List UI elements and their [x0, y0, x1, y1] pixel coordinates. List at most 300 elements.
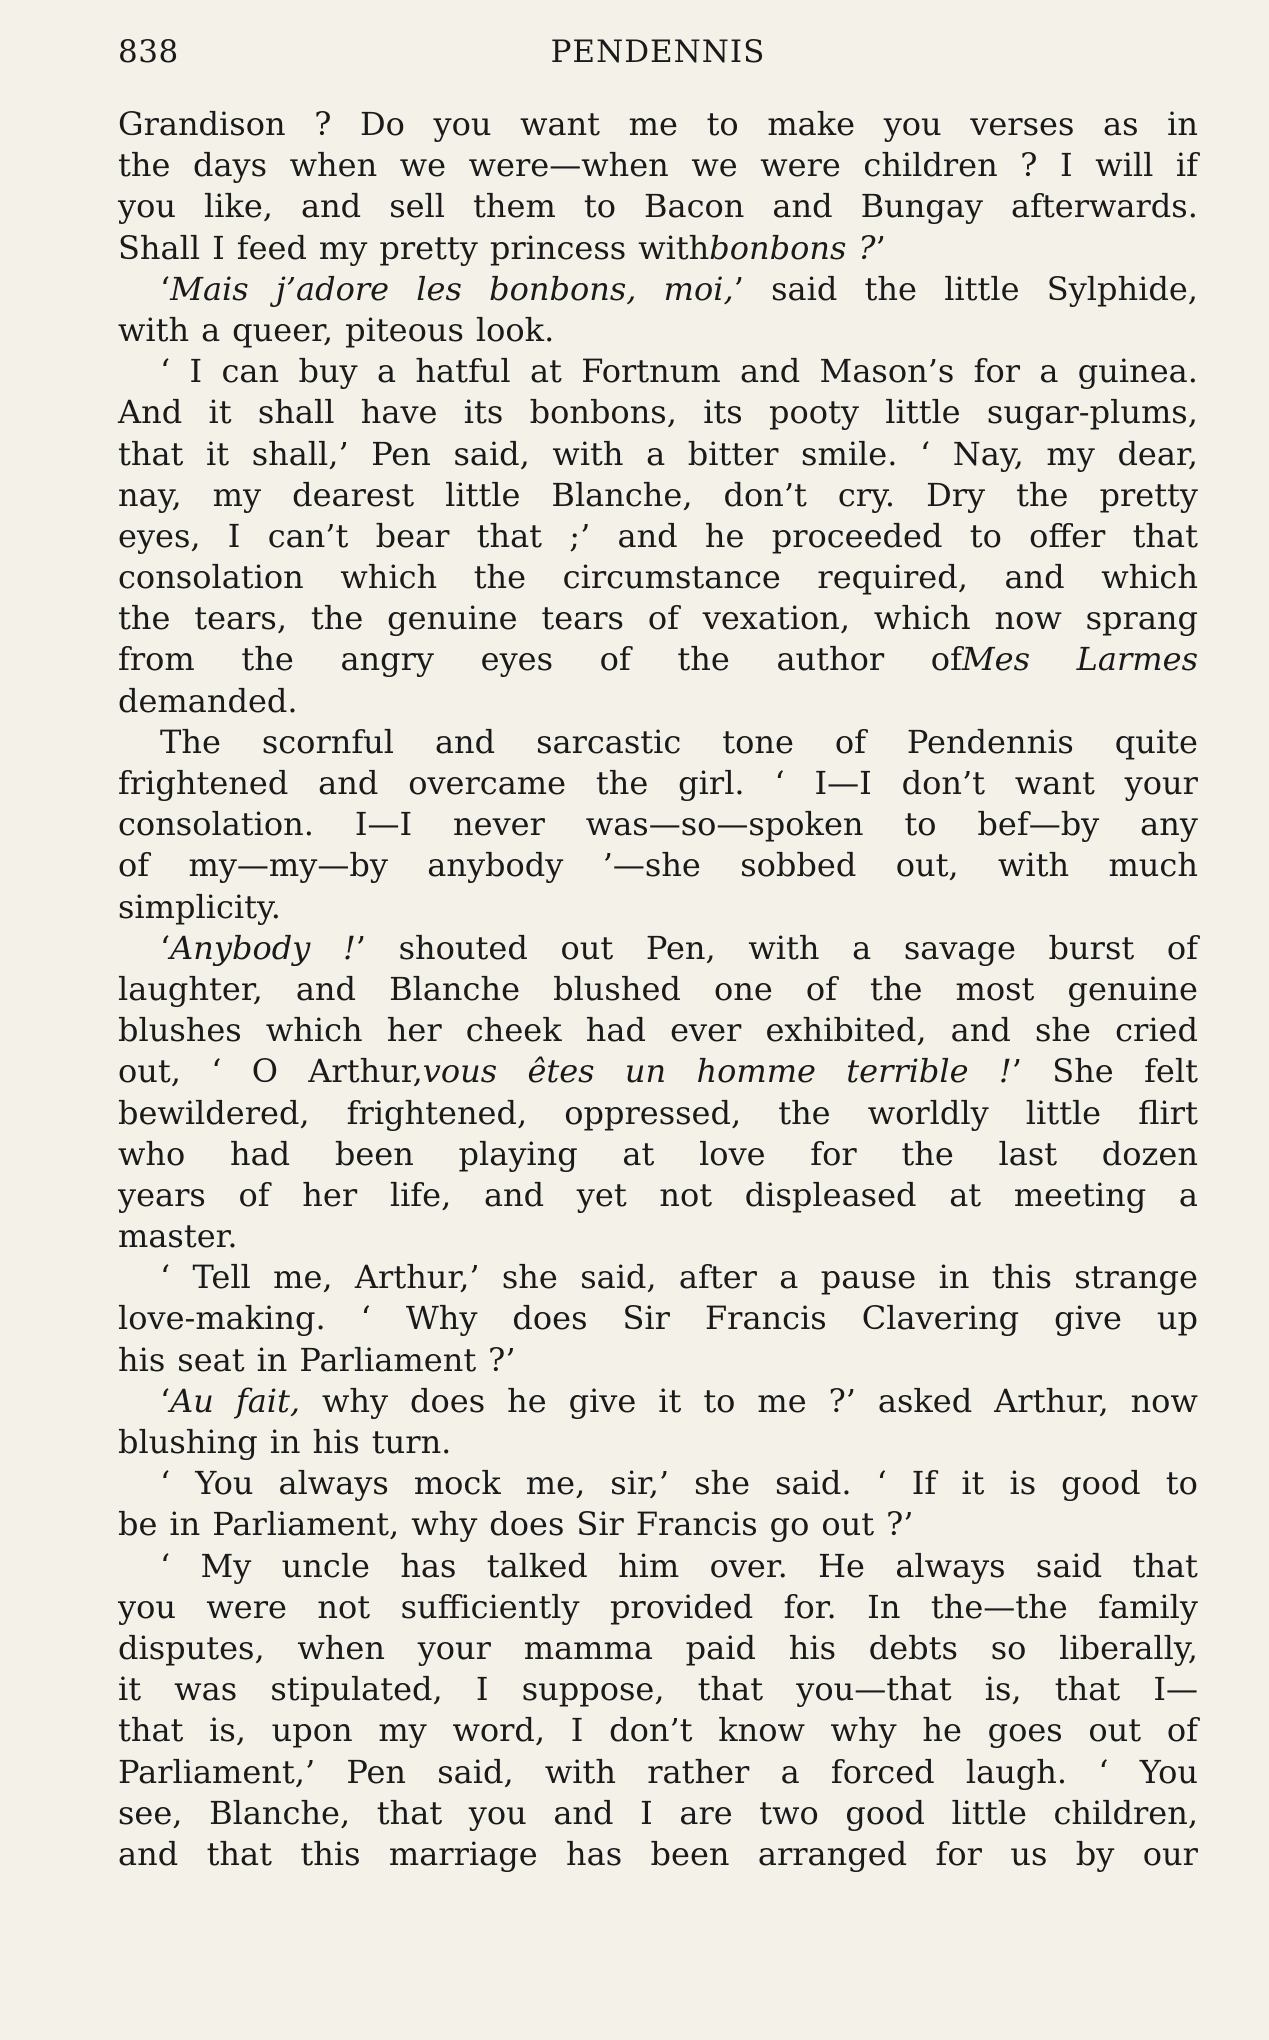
word: forced — [830, 1752, 935, 1791]
word: not — [317, 1587, 371, 1626]
word: which — [873, 599, 971, 638]
word: mamma — [523, 1628, 653, 1667]
text-line — [118, 1051, 1198, 1092]
word: if — [1175, 146, 1198, 185]
word: quite — [1114, 722, 1198, 761]
word: it — [961, 1464, 985, 1503]
word: with — [118, 310, 190, 349]
word: laughter, — [118, 969, 263, 1008]
word: sobbed — [740, 846, 857, 885]
word: simplicity. — [118, 887, 281, 926]
word: offer — [1029, 516, 1106, 555]
word: and — [295, 969, 357, 1008]
word: we — [399, 146, 447, 185]
word: one — [713, 969, 773, 1008]
word: his — [788, 1628, 836, 1667]
word: which — [340, 558, 438, 597]
text-line — [118, 804, 1198, 845]
word: ‘ — [211, 1052, 222, 1091]
word: can — [221, 352, 280, 391]
word: out — [1088, 1711, 1142, 1750]
word: that — [376, 1793, 443, 1832]
word: ‘Mais — [160, 269, 249, 308]
word: were—when — [468, 146, 669, 185]
word: dearest — [292, 475, 415, 514]
word: not — [659, 1175, 713, 1214]
word: you — [433, 105, 492, 143]
text-line — [118, 1752, 1198, 1793]
word: why — [411, 1505, 478, 1544]
word: withbonbons — [638, 228, 847, 267]
word: frightened — [118, 764, 289, 802]
word: Parliament — [299, 1340, 477, 1379]
word: her — [386, 1011, 442, 1050]
word: author — [776, 640, 885, 679]
word: ? — [314, 105, 332, 143]
word: ‘ — [160, 1546, 171, 1585]
word: were — [760, 146, 841, 185]
text-line — [118, 557, 1198, 598]
word: ?’ — [886, 1505, 914, 1544]
word: said, — [437, 1752, 514, 1791]
word: Why — [405, 1299, 478, 1338]
word: never — [453, 805, 545, 844]
word: in — [269, 1423, 301, 1461]
text-line — [118, 186, 1198, 227]
text-line — [118, 1381, 1198, 1422]
word: children, — [1053, 1793, 1198, 1832]
word: marriage — [388, 1834, 538, 1873]
word: his — [312, 1423, 360, 1461]
word: Arthur, — [994, 1381, 1109, 1420]
word: cry. — [837, 475, 896, 514]
word: look. — [475, 310, 555, 349]
word: a — [779, 1258, 799, 1297]
word: strange — [1074, 1258, 1198, 1297]
text-line — [118, 887, 1198, 928]
text-line — [118, 1010, 1198, 1051]
word: when — [297, 1628, 385, 1667]
text-line — [118, 681, 1198, 722]
word: that — [1132, 516, 1198, 555]
word: had — [229, 1134, 291, 1173]
text-line — [118, 969, 1198, 1010]
word: of — [805, 969, 837, 1008]
word: is — [1009, 1464, 1037, 1503]
word: stipulated, — [270, 1670, 443, 1709]
word: anybody — [427, 846, 564, 885]
word: fait, — [235, 1381, 301, 1420]
word: Francis — [704, 1299, 827, 1338]
word: laugh. — [965, 1752, 1068, 1791]
word: of — [1166, 1711, 1198, 1750]
word: blushing — [118, 1423, 258, 1461]
word: so — [990, 1628, 1027, 1667]
word: Blanche — [389, 969, 520, 1008]
word: I— — [1153, 1670, 1198, 1709]
word: any — [1140, 805, 1198, 844]
word: shall,’ — [251, 434, 349, 473]
word: Bungay — [860, 187, 983, 226]
word: our — [1142, 1834, 1198, 1873]
word: arranged — [757, 1834, 908, 1873]
text-line — [118, 598, 1198, 639]
word: suppose, — [521, 1670, 665, 1709]
word: been — [334, 1134, 414, 1173]
word: want — [1014, 764, 1095, 802]
word: genuine — [387, 599, 518, 638]
word: pretty — [379, 228, 478, 267]
word: don’t — [723, 475, 807, 514]
word: he — [507, 1381, 547, 1420]
word: up — [1156, 1299, 1198, 1338]
word: most — [955, 969, 1035, 1008]
word: him — [618, 1546, 680, 1585]
word: in — [938, 1258, 970, 1297]
word: don’t — [609, 1711, 693, 1750]
word: he — [922, 1711, 962, 1750]
word: out — [560, 928, 614, 967]
word: see, — [118, 1793, 183, 1832]
word: a — [646, 434, 666, 473]
word: ?’ — [488, 1340, 516, 1379]
word: uncle — [281, 1546, 370, 1585]
word: upon — [271, 1711, 353, 1750]
word: pause — [820, 1258, 917, 1297]
word: scornful — [261, 722, 395, 761]
word: does — [512, 1299, 588, 1338]
word: and — [1004, 558, 1065, 597]
word: j’adore — [275, 269, 390, 308]
word: I — [189, 352, 203, 391]
word: which — [265, 1011, 363, 1050]
word: of — [238, 1175, 270, 1214]
word: tears — [541, 599, 624, 638]
word: Parliament,’ — [118, 1752, 316, 1791]
word: after — [678, 1258, 757, 1297]
word: in — [169, 1505, 201, 1544]
word: ‘ — [876, 1464, 887, 1503]
word: dear, — [1117, 434, 1198, 473]
word: the — [870, 969, 923, 1008]
word: les — [416, 269, 462, 308]
word: the—the — [930, 1587, 1068, 1626]
word: Pendennis — [906, 722, 1074, 761]
word: to — [703, 1381, 736, 1420]
word: life, — [389, 1175, 452, 1214]
word: the — [864, 269, 917, 308]
word: Arthur,vous — [308, 1052, 498, 1091]
word: ‘Anybody — [160, 928, 311, 967]
word: tears, — [194, 599, 288, 638]
word: And — [118, 393, 183, 432]
text-line — [118, 1504, 1198, 1545]
word: for — [973, 352, 1021, 391]
word: a — [1039, 352, 1059, 391]
word: ‘ — [160, 1464, 171, 1503]
text-line — [118, 928, 1198, 969]
word: sell — [389, 187, 446, 226]
word: seat — [177, 1340, 245, 1379]
word: was—so—spoken — [585, 805, 864, 844]
word: buy — [298, 352, 358, 391]
word: smile. — [801, 434, 898, 473]
text-line — [118, 1710, 1198, 1751]
word: I — [570, 1711, 584, 1750]
word: little — [885, 393, 961, 432]
word: we — [691, 146, 738, 185]
word: !’ — [998, 1052, 1022, 1091]
word: and — [318, 764, 379, 802]
word: Pen, — [645, 928, 716, 967]
word: last — [998, 1134, 1058, 1173]
word: them — [473, 187, 556, 226]
word: sir,’ — [610, 1464, 670, 1503]
word: Larmes — [1076, 640, 1198, 679]
word: make — [767, 105, 856, 143]
word: her — [302, 1175, 358, 1214]
word: genuine — [1067, 969, 1198, 1008]
word: goes — [987, 1711, 1063, 1750]
text-line — [118, 1298, 1198, 1339]
word: that — [118, 434, 184, 473]
word: for. — [783, 1587, 837, 1626]
word: piteous — [345, 310, 464, 349]
book-title: PENDENNIS — [550, 34, 766, 70]
word: a — [852, 928, 872, 967]
word: out, — [895, 846, 959, 885]
word: bewildered, — [118, 1093, 310, 1132]
word: ‘ — [160, 352, 171, 391]
word: a — [780, 1752, 800, 1791]
text-line — [118, 1422, 1198, 1463]
word: a — [201, 310, 221, 349]
text-line — [118, 1793, 1198, 1834]
word: sugar-plums, — [986, 393, 1198, 432]
word: of — [647, 599, 679, 638]
word: Parliament, — [212, 1505, 400, 1544]
word: good — [1061, 1464, 1141, 1503]
word: cried — [1115, 1011, 1198, 1050]
word: In — [867, 1587, 901, 1626]
word: has — [566, 1834, 623, 1873]
text-line — [118, 845, 1198, 886]
word: worldly — [867, 1093, 989, 1132]
word: bear — [375, 516, 450, 555]
word: proceeded — [771, 516, 943, 555]
word: at — [949, 1175, 982, 1214]
word: he — [704, 516, 745, 555]
word: I — [475, 1670, 489, 1709]
word: demanded. — [118, 681, 298, 720]
running-head — [118, 34, 1198, 78]
word: of — [834, 722, 866, 761]
word: overcame — [408, 764, 567, 802]
word: said. — [775, 1464, 852, 1503]
word: it — [206, 434, 230, 473]
text-line — [118, 516, 1198, 557]
word: love — [699, 1134, 766, 1173]
word: she — [501, 1258, 558, 1297]
word: and — [434, 722, 496, 761]
word: the — [1016, 475, 1069, 514]
word: She — [1052, 1052, 1114, 1091]
word: Arthur,’ — [354, 1258, 480, 1297]
word: was — [174, 1670, 238, 1709]
word: want — [520, 105, 601, 143]
word: ?’ — [828, 1381, 856, 1420]
word: ever — [670, 1011, 742, 1050]
text-line — [118, 1587, 1198, 1628]
word: queer, — [232, 310, 334, 349]
word: ‘ — [774, 764, 785, 802]
word: Francis — [635, 1505, 758, 1544]
word: Fortnum — [581, 352, 721, 391]
word: my — [318, 228, 368, 267]
word: homme — [696, 1052, 816, 1091]
word: flirt — [1138, 1093, 1198, 1132]
word: debts — [868, 1628, 958, 1667]
word: that — [118, 1711, 184, 1750]
word: as — [1102, 105, 1139, 143]
word: nay, — [118, 475, 182, 514]
word: is, — [209, 1711, 246, 1750]
word: have — [360, 393, 438, 432]
word: liberally, — [1059, 1628, 1198, 1667]
word: I — [640, 1793, 653, 1832]
word: Shall — [118, 228, 201, 267]
word: I — [1060, 146, 1073, 185]
word: master. — [118, 1217, 238, 1256]
word: you — [468, 1793, 527, 1832]
word: ;’ — [569, 516, 591, 555]
word: êtes — [527, 1052, 595, 1091]
text-line — [118, 639, 1198, 680]
word: my — [378, 1711, 427, 1750]
word: which — [1101, 558, 1198, 597]
word: good — [845, 1793, 925, 1832]
word: from — [118, 640, 195, 679]
word: to — [583, 187, 616, 226]
word: out — [821, 1505, 875, 1544]
word: Mason’s — [819, 352, 955, 391]
word: ‘ — [919, 434, 931, 473]
word: Tell — [192, 1258, 251, 1297]
word: the — [118, 146, 171, 185]
word: little — [1025, 1093, 1102, 1132]
word: savage — [903, 928, 1016, 967]
word: by — [1075, 1834, 1115, 1873]
word: ‘ — [160, 1258, 171, 1297]
word: days — [192, 146, 268, 185]
text-line — [118, 1257, 1198, 1298]
word: yet — [576, 1175, 627, 1214]
word: bonbons, — [489, 269, 637, 308]
word: in — [256, 1340, 288, 1379]
word: I—I — [814, 764, 872, 802]
word: meeting — [1013, 1175, 1147, 1214]
word: out, — [118, 1052, 181, 1091]
word: are — [679, 1793, 733, 1832]
word: with — [544, 1752, 616, 1791]
word: know — [718, 1711, 805, 1750]
word: eyes, — [118, 516, 201, 555]
word: ‘ — [360, 1299, 371, 1338]
word: Do — [359, 105, 405, 143]
word: shouted — [398, 928, 528, 967]
word: vexation, — [702, 599, 851, 638]
text-line — [118, 475, 1198, 516]
word: disputes, — [118, 1628, 265, 1667]
word: much — [1108, 846, 1198, 885]
word: and — [740, 352, 801, 391]
word: sarcastic — [536, 722, 682, 761]
word: eyes — [480, 640, 553, 679]
word: You — [195, 1464, 254, 1503]
word: said — [1035, 1546, 1103, 1585]
word: asked — [877, 1381, 973, 1420]
word: love-making. — [118, 1299, 326, 1338]
word: a — [1178, 1175, 1198, 1214]
word: tone — [722, 722, 794, 761]
word: sufficiently — [400, 1587, 580, 1626]
word: bitter — [687, 434, 779, 473]
text-line — [118, 1546, 1198, 1587]
word: burst — [1048, 928, 1135, 967]
word: me, — [273, 1258, 333, 1297]
word: like, — [203, 187, 273, 226]
word: Nay, — [952, 434, 1024, 473]
word: now — [1130, 1381, 1198, 1420]
word: ’—she — [602, 846, 701, 885]
word: to — [969, 516, 1002, 555]
word: who — [118, 1134, 186, 1173]
word: My — [200, 1546, 252, 1585]
text-line — [118, 1216, 1198, 1257]
word: Pen — [371, 434, 431, 473]
text-line — [118, 1669, 1198, 1710]
word: don’t — [901, 764, 986, 802]
word: consolation. — [118, 805, 314, 844]
word: hatful — [415, 352, 511, 391]
text-line — [118, 763, 1198, 804]
word: Pen — [346, 1752, 406, 1791]
word: to — [1165, 1464, 1198, 1503]
word: pooty — [769, 393, 859, 432]
word: ? — [1020, 146, 1038, 185]
word: at — [529, 352, 562, 391]
word: the — [778, 1093, 831, 1132]
word: mock — [413, 1464, 501, 1503]
word: oppressed, — [564, 1093, 742, 1132]
word: princess — [489, 228, 627, 267]
word: be — [118, 1505, 158, 1544]
word: been — [650, 1834, 730, 1873]
text-line — [118, 1340, 1198, 1381]
word: un — [624, 1052, 667, 1091]
text-line — [118, 145, 1198, 186]
word: I—I — [354, 805, 413, 844]
word: feed — [236, 228, 307, 267]
word: You — [1139, 1752, 1198, 1791]
word: Clavering — [861, 1299, 1020, 1338]
word: that — [697, 1670, 764, 1709]
word: I — [227, 516, 241, 555]
word: If — [911, 1464, 937, 1503]
word: us — [1010, 1834, 1048, 1873]
word: my — [212, 475, 262, 514]
word: O — [251, 1052, 278, 1091]
